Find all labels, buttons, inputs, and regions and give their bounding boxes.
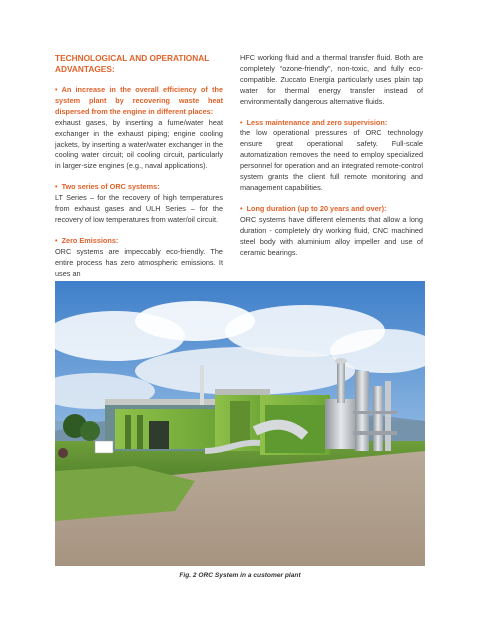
advantage-body: exhaust gases, by inserting a fume/water heat exchanger in the exhaust piping; engine cooling jackets, by inserting a water/water exchanger in the cooling water circuit; oil cooling circuit, particularly in larger-size engines (e.g., naval applications). — [55, 117, 223, 171]
advantage-body: the low operational pressures of ORC technology ensure great operational safety. Full-scale automatization removes the need to employ specialized personnel for operation and an integrated remote-control system grants the client full remote monitoring and management capabilities. — [240, 128, 423, 192]
bullet-icon: • — [55, 235, 58, 245]
left-column — [55, 53, 223, 290]
right-column — [240, 53, 423, 268]
advantage-title: • Zero Emissions: — [55, 235, 119, 245]
figure-caption: Fig. 2 ORC System in a customer plant — [179, 572, 301, 579]
advantage-zero-emissions — [55, 236, 223, 280]
advantage-body: LT Series – for the recovery of high temperatures from exhaust gases and ULH Series – for the recovery of low temperatures from water/oil circuit. — [55, 193, 223, 224]
advantage-long-duration — [240, 204, 423, 259]
advantage-title: • Two series of ORC systems: — [55, 182, 160, 192]
bullet-icon: • — [55, 182, 58, 192]
advantage-body: ORC systems are impeccably eco-friendly. The entire process has zero atmospheric emissions. It uses an — [55, 246, 223, 278]
bullet-icon: • — [240, 117, 243, 127]
orc-plant-illustration — [55, 281, 425, 566]
advantage-efficiency — [55, 85, 223, 172]
advantage-maintenance — [240, 118, 423, 194]
section-heading: TECHNOLOGICAL AND OPERATIONAL ADVANTAGES: — [55, 53, 210, 74]
advantage-zero-emissions-continued — [240, 53, 423, 108]
advantage-body: HFC working fluid and a thermal transfer fluid. Both are completely “ozone-friendly”, non-toxic, and fully eco-compatible. Zuccato Energia particularly uses plain tap water for thermal energy transfer instead of environmentally dangerous alternative fluids. — [240, 53, 423, 106]
advantage-body: ORC systems have different elements that allow a long duration - completely dry working fluid, CNC machined steel body with aluminium alloy impeller and use of ceramic bearings. — [240, 214, 423, 257]
advantage-title: • Less maintenance and zero supervision: — [240, 117, 388, 127]
advantage-orc-series — [55, 182, 223, 226]
orc-plant-photo — [55, 281, 425, 566]
bullet-icon: • — [55, 85, 58, 94]
advantage-title: • An increase in the overall efficiency of the system plant by recovering waste heat dispersed from the engine in different places: — [55, 85, 223, 116]
advantage-title: • Long duration (up to 20 years and over): — [240, 203, 387, 213]
bullet-icon: • — [240, 203, 243, 213]
